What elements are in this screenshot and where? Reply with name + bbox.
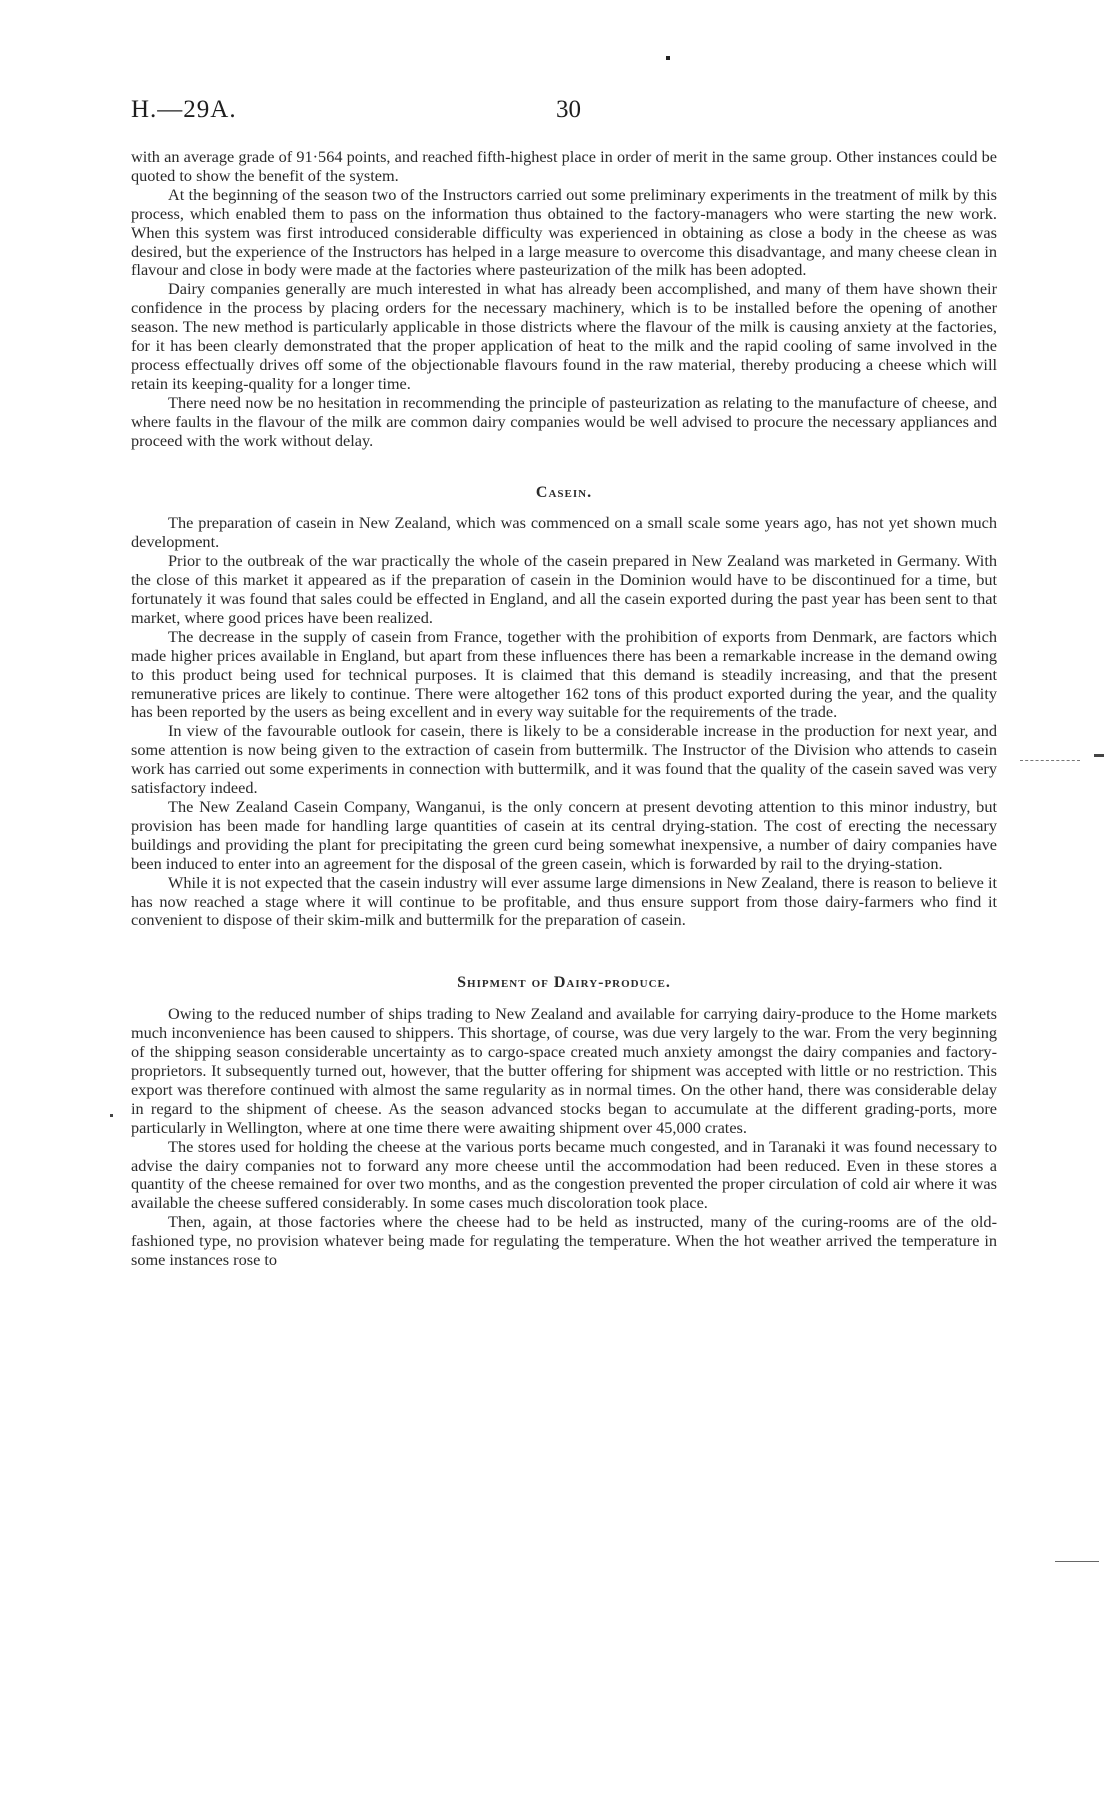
paragraph: The New Zealand Casein Company, Wanganui, is the only concern at present devoting attention to this minor industry, but provision has been made for handling large quantities of casein at its central drying-station. The cost of erecting the necessary buildings and providing the plant for precipitating the green curd being somewhat inexpensive, a number of dairy companies have been induced to enter into an agreement for the disposal of the green casein, which is forwarded by rail to the drying-station. [131,797,997,873]
section-heading-casein: Casein. [535,483,593,501]
paragraph: The stores used for holding the cheese at the various ports became much congested, and in Taranaki it was found necessary to advise the dairy companies not to forward any more cheese until the accommodation had been reduced. Even in these stores a quantity of the cheese remained for over two months, and as the congestion prevented the proper circulation of cold air where it was available the cheese suffered considerably. In some cases much discoloration took place. [131,1136,997,1213]
paragraph: Then, again, at those factories where the cheese had to be held as instructed, many of the curing-rooms are of the old-fashioned type, no provision whatever being made for regulating the temperature. When the hot weather arrived the temperature in some instances rose to [131,1212,997,1270]
page-number: 30 [556,96,581,123]
paragraph: Owing to the reduced number of ships trading to New Zealand and available for carrying dairy-produce to the Home markets much inconvenience has been caused to shippers. This shortage, of course, was due very largely to the war. From the very beginning of the shipping season considerable uncertainty as to cargo-space created much anxiety amongst the dairy companies and factory-proprietors. It subsequently turned out, however, that the butter offering for shipment was accepted with little or no restriction. This export was therefore continued with almost the same regularity as in normal times. On the other hand, there was considerable delay in regard to the shipment of cheese. As the season advanced stocks began to accumulate at the different grading-ports, more particularly in Wellington, where at one time there were awaiting shipment over 45,000 crates. [131,1004,997,1137]
paragraph: The decrease in the supply of casein from France, together with the prohibition of exports from Denmark, are factors which made higher prices available in England, but apart from these influences there has been a remarkable increase in the demand owing to this product being used for technical purposes. It is claimed that this demand is steadily increasing, and that the present remunerative prices are likely to continue. There were altogether 162 tons of this product exported during the year, and the quality has been reported by the users as being excellent and in every way suitable for the requirements of the trade. [131,626,997,722]
paragraph: Prior to the outbreak of the war practically the whole of the casein prepared in New Zealand was marketed in Germany. With the close of this market it appeared as if the preparation of casein in the Dominion would have to be discontinued for a time, but fortunately it was found that sales could be effected in England, and all the casein exported during the past year has been sent to that market, where good prices have been realized. [131,551,997,627]
paragraph: Dairy companies generally are much interested in what has already been accomplished, and many of them have shown their confidence in the process by placing orders for the necessary machinery, which is to be installed before the opening of another season. The new method is particularly applicable in those districts where the flavour of the milk is causing anxiety at the factories, for it has been clearly demonstrated that the proper application of heat to the milk and the rapid cooling of same involved in the process effectually drives off some of the objectionable flavours found in the raw material, thereby producing a cheese which will retain its keeping-quality for a longer time. [131,279,997,393]
paragraph: There need now be no hesitation in recommending the principle of pasteurization as relating to the manufacture of cheese, and where faults in the flavour of the milk are common dairy companies would be well advised to procure the necessary appliances and proceed with the work without delay. [131,392,997,450]
margin-mark [1020,760,1080,761]
margin-mark [1055,1561,1099,1562]
margin-mark [110,1114,113,1117]
section-heading-shipment: Shipment of Dairy-produce. [457,974,671,992]
body-text [131,148,997,1270]
paragraph: The preparation of casein in New Zealand, which was commenced on a small scale some years ago, has not yet shown much development. [131,513,997,552]
paragraph: In view of the favourable outlook for casein, there is likely to be a considerable increase in the production for next year, and some attention is now being given to the extraction of casein from buttermilk. The Instructor of the Division who attends to casein work has carried out some experiments in connection with buttermilk, and it was found that the quality of the casein saved was very satisfactory indeed. [131,721,997,798]
margin-mark [1094,754,1104,757]
paragraph: While it is not expected that the casein industry will ever assume large dimensions in New Zealand, there is reason to believe it has now reached a stage where it will continue to be profitable, and thus ensure support from those dairy-farmers who find it convenient to dispose of their skim-milk and buttermilk for the preparation of casein. [131,872,997,930]
document-reference: H.—29A. [131,96,237,123]
running-header [131,96,997,130]
margin-mark [666,56,670,60]
paragraph: with an average grade of 91·564 points, and reached fifth-highest place in order of merit in the same group. Other instances could be quoted to show the benefit of the system. [131,147,997,185]
paragraph: At the beginning of the season two of the Instructors carried out some preliminary experiments in the treatment of milk by this process, which enabled them to pass on the information thus obtained to the factory-managers who were starting the new work. When this system was first introduced considerable difficulty was experienced in obtaining as close a body in the cheese as was desired, but the experience of the Instructors has helped in a large measure to overcome this disadvantage, and many cheese clean in flavour and close in body were made at the factories where pasteurization of the milk has been adopted. [131,184,997,280]
